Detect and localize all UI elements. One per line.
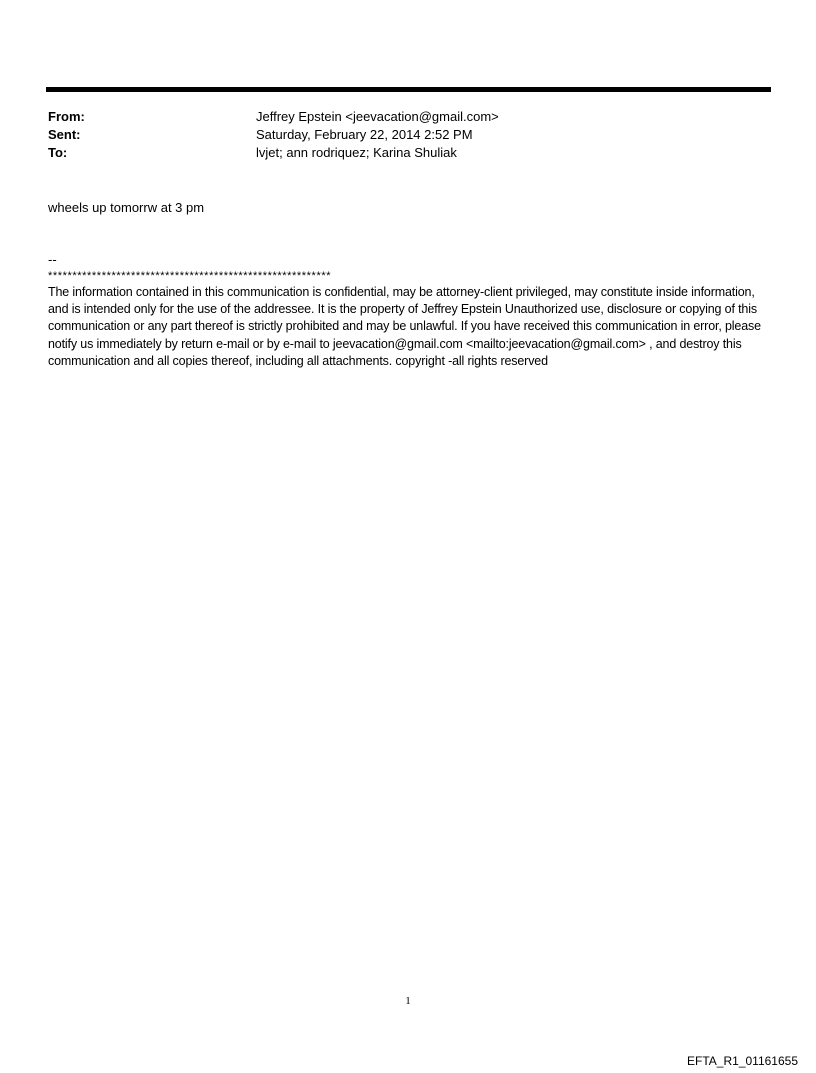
from-row [48,108,768,126]
page-number: 1 [405,995,411,1007]
sent-value: Saturday, February 22, 2014 2:52 PM [256,127,473,142]
header-divider [46,87,771,92]
email-signature [48,251,770,370]
to-row [48,144,768,162]
signature-stars: ********************************************************** [48,270,332,282]
document-id: EFTA_R1_01161655 [687,1054,798,1068]
to-value: lvjet; ann rodriquez; Karina Shuliak [256,145,457,160]
from-value: Jeffrey Epstein <jeevacation@gmail.com> [256,109,499,124]
email-header [48,108,768,162]
signature-dashes: -- [48,252,57,267]
to-label: To: [48,145,68,160]
sent-label: Sent: [48,127,81,142]
email-body: wheels up tomorrw at 3 pm [48,200,205,215]
from-label: From: [48,109,85,124]
confidentiality-disclaimer: The information contained in this communication is confidential, may be attorney-client privileged, may constitute inside information, and is intended only for the use of the addressee. It is the property of Jeffrey Epstein Unauthorized use, disclosure or copying of this communication or any part thereof is strictly prohibited and may be unlawful. If you have received this communication in error, please notify us immediately by return e-mail or by e-mail to jeevacation@gmail.com <mailto:jeevacation@gmail.com> , and destroy this communication and all copies thereof, including all attachments. copyright -all rights reserved [48,285,761,368]
sent-row [48,126,768,144]
